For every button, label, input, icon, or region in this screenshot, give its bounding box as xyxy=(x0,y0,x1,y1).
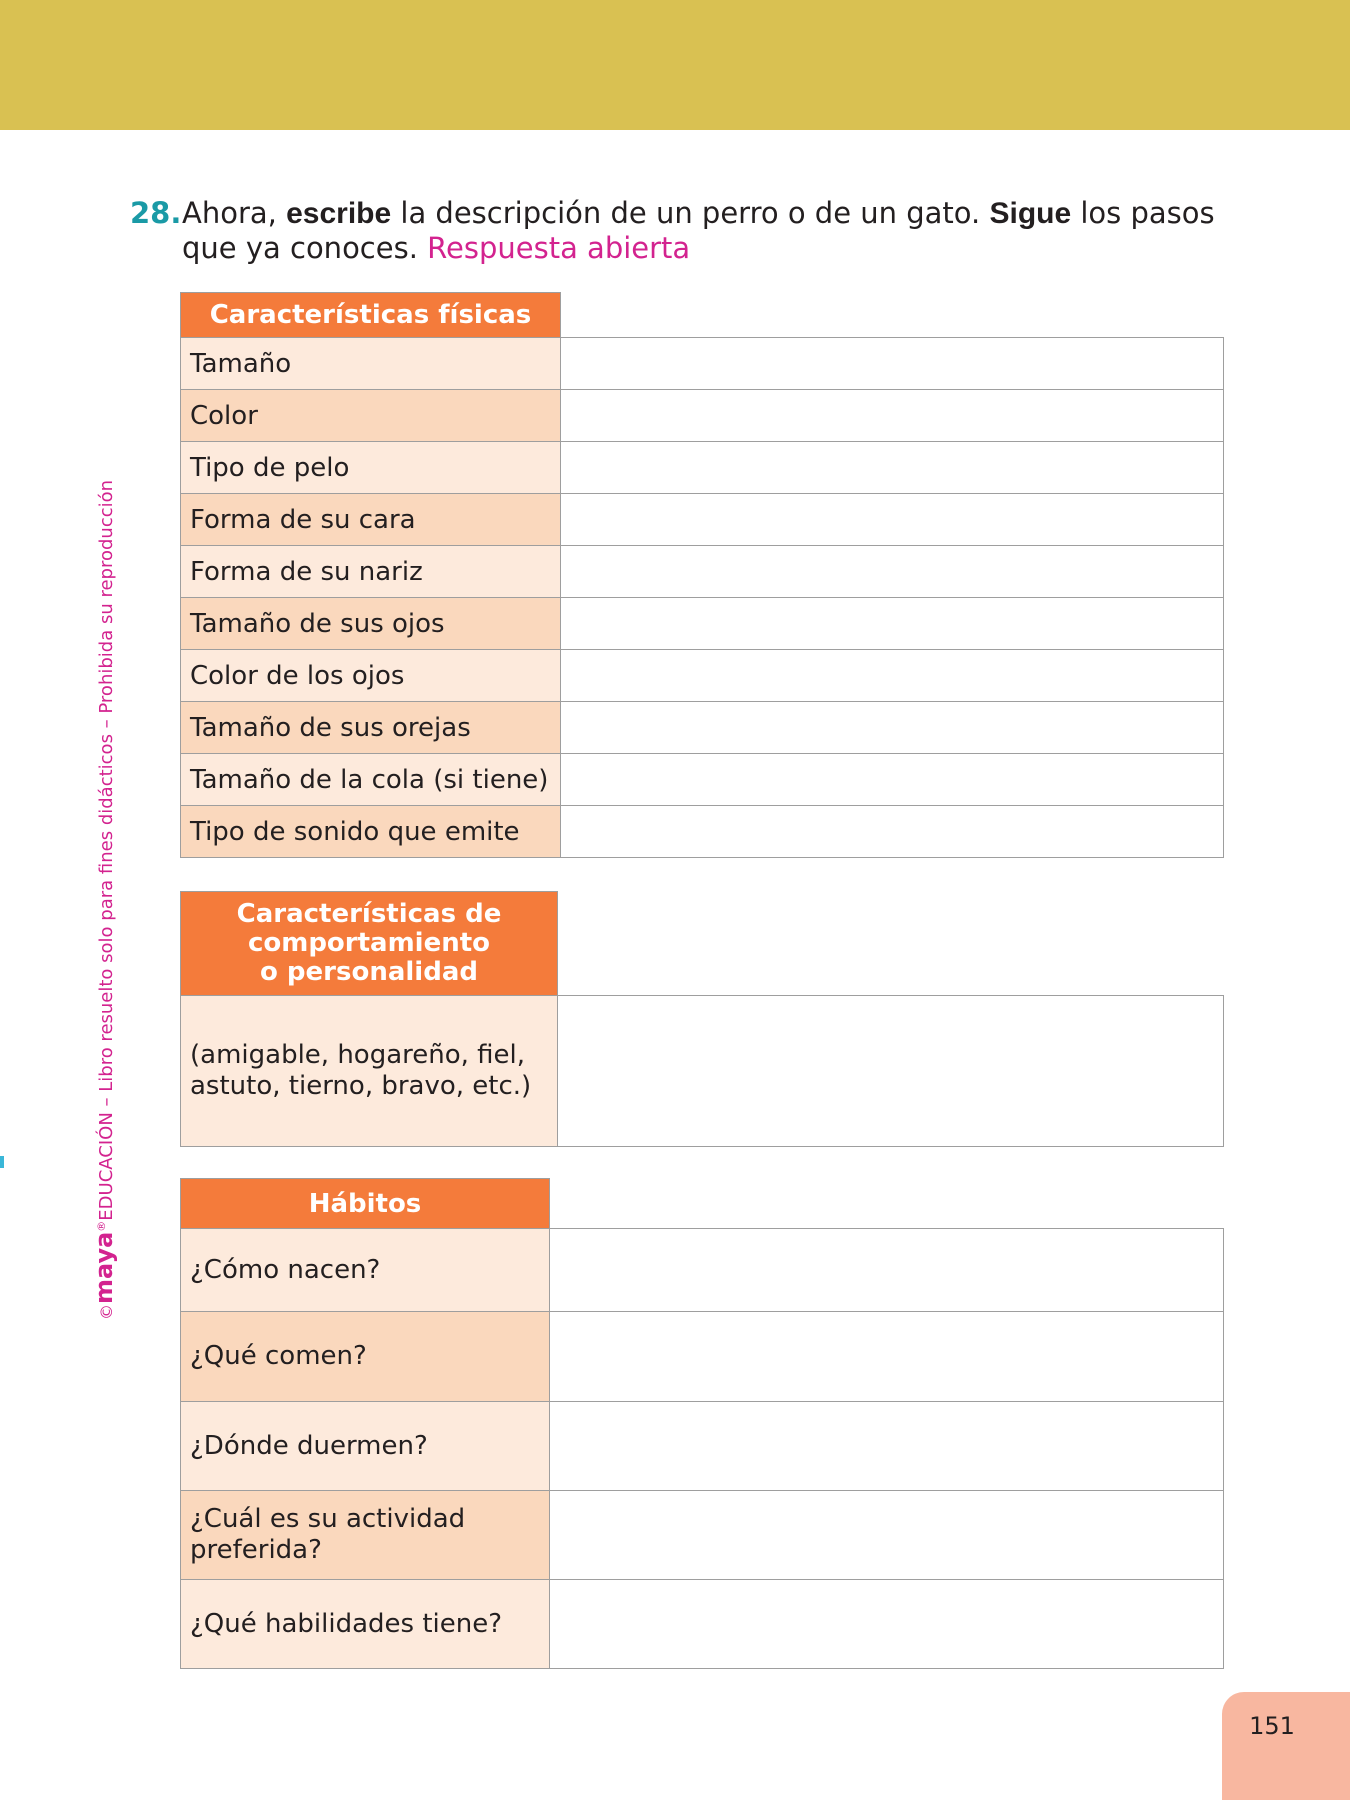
instruction-bold-2: Sigue xyxy=(989,197,1072,230)
behavior-header-line-1: Características de xyxy=(236,899,502,929)
answer-cell[interactable] xyxy=(561,546,1224,598)
table-row xyxy=(181,754,1224,806)
page-number: 151 xyxy=(1249,1712,1295,1740)
row-label: Tamaño de sus orejas xyxy=(181,702,561,754)
answer-cell[interactable] xyxy=(550,1312,1224,1402)
answer-cell[interactable] xyxy=(550,1229,1224,1312)
row-label: Tipo de pelo xyxy=(181,442,561,494)
table-row xyxy=(181,494,1224,546)
row-label: Tipo de sonido que emite xyxy=(181,806,561,858)
side-marker xyxy=(0,1156,4,1168)
table-row xyxy=(181,1312,1224,1402)
table-row xyxy=(181,1491,1224,1580)
answer-cell[interactable] xyxy=(561,806,1224,858)
behavior-header-line-2: comportamiento xyxy=(247,928,491,958)
answer-cell[interactable] xyxy=(561,442,1224,494)
row-label: Tamaño xyxy=(181,338,561,390)
table-row xyxy=(181,806,1224,858)
answer-cell[interactable] xyxy=(550,1402,1224,1491)
answer-cell[interactable] xyxy=(561,754,1224,806)
copyright-sidebar xyxy=(87,480,117,1320)
row-label: ¿Qué comen? xyxy=(181,1312,550,1402)
copyright-text: EDUCACIÓN – Libro resuelto solo para fines didácticos – Prohibida su reproducción xyxy=(96,479,117,1221)
answer-note: Respuesta abierta xyxy=(427,231,691,265)
table-row xyxy=(181,598,1224,650)
instruction-part-2: la descripción de un perro o de un gato. xyxy=(400,196,981,230)
behavior-answer-cell[interactable] xyxy=(558,996,1224,1147)
table-row xyxy=(181,442,1224,494)
registered-symbol: ® xyxy=(95,1220,108,1232)
table-row xyxy=(181,702,1224,754)
row-label: ¿Dónde duermen? xyxy=(181,1402,550,1491)
instruction-part-3: los pasos que ya conoces. xyxy=(182,196,1215,265)
row-label: ¿Cómo nacen? xyxy=(181,1229,550,1312)
copyright-symbol: © xyxy=(97,1304,116,1320)
instruction-part-1: Ahora, xyxy=(182,196,277,230)
answer-cell[interactable] xyxy=(561,390,1224,442)
table-row xyxy=(181,1229,1224,1312)
behavior-hint-line-1: (amigable, hogareño, fiel, xyxy=(190,1040,526,1070)
answer-cell[interactable] xyxy=(561,598,1224,650)
answer-cell[interactable] xyxy=(561,494,1224,546)
answer-cell[interactable] xyxy=(550,1580,1224,1669)
table-row xyxy=(181,390,1224,442)
answer-cell[interactable] xyxy=(561,338,1224,390)
table-row xyxy=(181,338,1224,390)
table-row xyxy=(181,1402,1224,1491)
habits-table xyxy=(180,1178,1224,1669)
row-label: ¿Cuál es su actividad preferida? xyxy=(181,1491,550,1580)
row-label: Forma de su nariz xyxy=(181,546,561,598)
row-label: Color de los ojos xyxy=(181,650,561,702)
behavior-header xyxy=(181,892,558,996)
behavior-hint xyxy=(181,996,558,1147)
row-label: Tamaño de la cola (si tiene) xyxy=(181,754,561,806)
behavior-hint-line-2: astuto, tierno, bravo, etc.) xyxy=(190,1071,532,1101)
table-row xyxy=(181,546,1224,598)
instruction-bold-1: escribe xyxy=(286,197,392,230)
top-color-band xyxy=(0,0,1350,130)
page-number-tab xyxy=(1222,1692,1350,1800)
physical-header: Características físicas xyxy=(181,293,561,338)
answer-cell[interactable] xyxy=(550,1491,1224,1580)
table-row xyxy=(181,1580,1224,1669)
row-label: Forma de su cara xyxy=(181,494,561,546)
row-label: Color xyxy=(181,390,561,442)
answer-cell[interactable] xyxy=(561,702,1224,754)
row-label: ¿Qué habilidades tiene? xyxy=(181,1580,550,1669)
physical-characteristics-table xyxy=(180,292,1224,858)
brand-logo-text: maya xyxy=(90,1231,118,1304)
exercise-number: 28. xyxy=(130,196,182,230)
behavior-header-line-3: o personalidad xyxy=(260,957,478,987)
habits-header: Hábitos xyxy=(181,1179,550,1229)
behavior-table xyxy=(180,891,1224,1147)
row-label: Tamaño de sus ojos xyxy=(181,598,561,650)
table-row xyxy=(181,650,1224,702)
answer-cell[interactable] xyxy=(561,650,1224,702)
